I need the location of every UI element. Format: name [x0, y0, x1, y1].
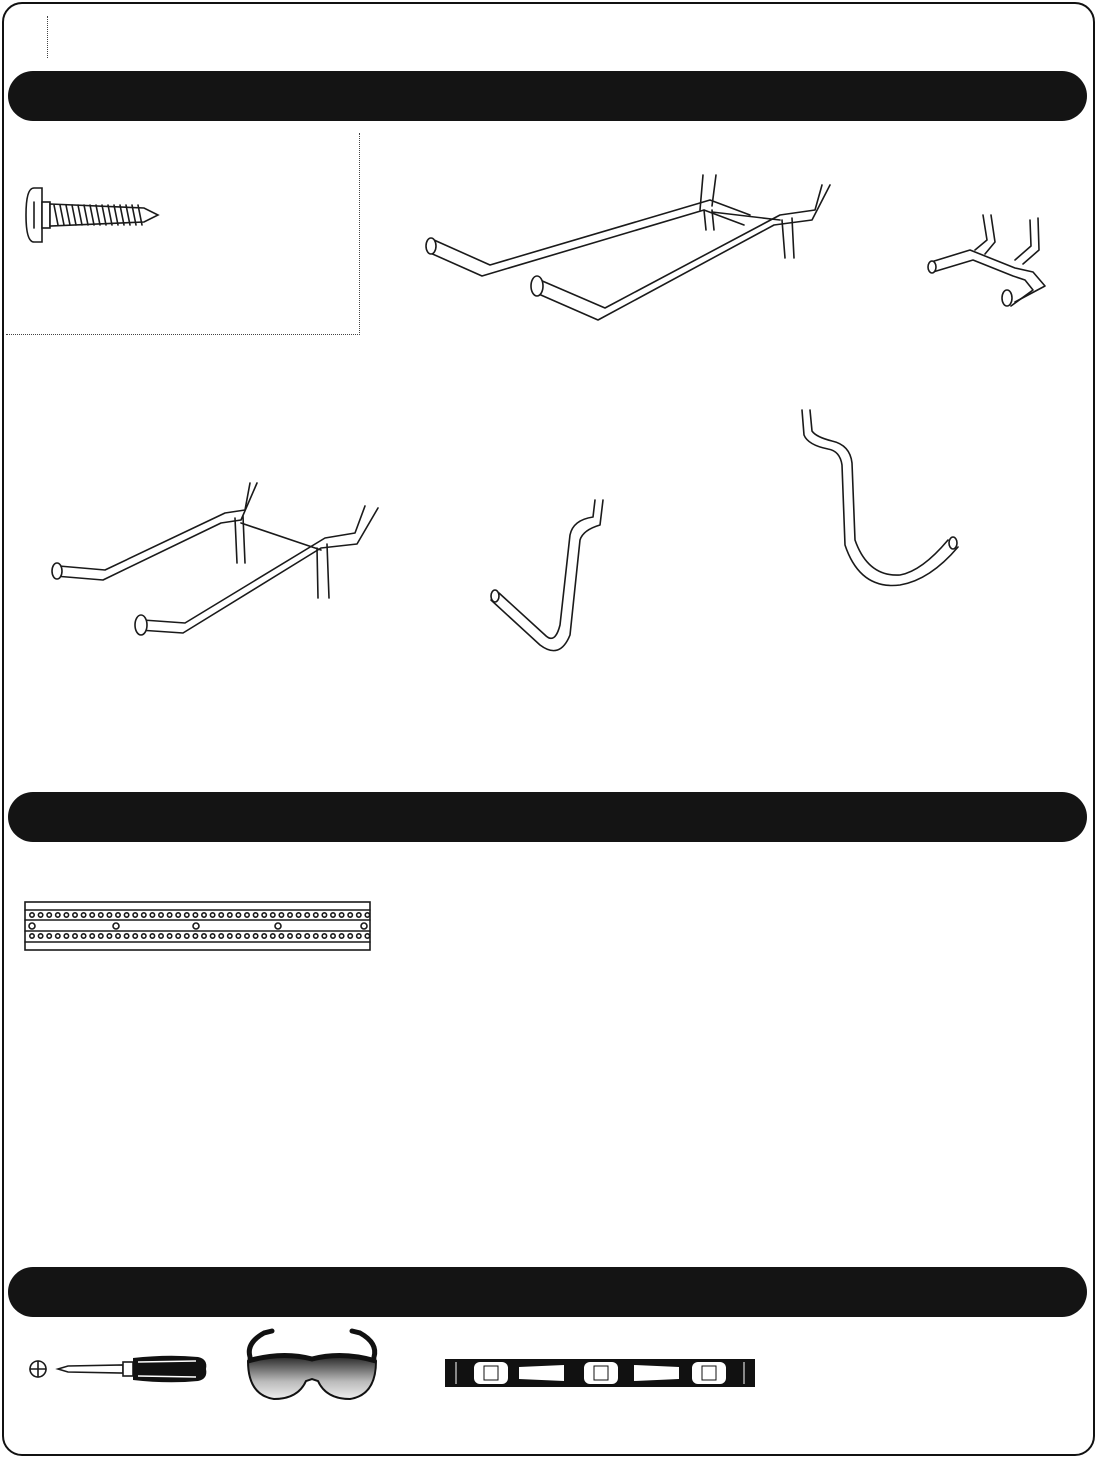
- rail-hole: [279, 913, 283, 917]
- rail-hole: [133, 934, 137, 938]
- rail-hole: [150, 913, 154, 917]
- rail-hole: [245, 913, 249, 917]
- rail-hole: [47, 934, 51, 938]
- rail-hole: [64, 913, 68, 917]
- rail-hole: [90, 913, 94, 917]
- screw-icon: [24, 180, 164, 250]
- rail-hole: [271, 934, 275, 938]
- rail-hole: [262, 934, 266, 938]
- rail-hole: [228, 913, 232, 917]
- rail-hole: [339, 913, 343, 917]
- rail-hole: [322, 934, 326, 938]
- rail-hole: [193, 913, 197, 917]
- double-prong-hook-icon: [420, 170, 840, 320]
- rail-hole: [185, 913, 189, 917]
- rail-hole: [81, 934, 85, 938]
- rail-hole: [38, 913, 42, 917]
- rail-hole: [279, 934, 283, 938]
- rail-hole: [339, 934, 343, 938]
- rail-hole: [348, 934, 352, 938]
- rail-hole: [202, 934, 206, 938]
- small-u-hook-icon: [925, 210, 1060, 310]
- rail-hole: [305, 934, 309, 938]
- rail-hole: [245, 934, 249, 938]
- rail-hole: [185, 934, 189, 938]
- section-header-rails: [8, 792, 1087, 842]
- rail-hole: [124, 934, 128, 938]
- rail-mount-hole: [113, 923, 119, 929]
- rail-hole: [202, 913, 206, 917]
- rail-hole: [133, 913, 137, 917]
- rail-hole: [236, 934, 240, 938]
- level-icon: [444, 1358, 756, 1388]
- rail-hole: [116, 913, 120, 917]
- rail-hole: [56, 913, 60, 917]
- rail-hole: [253, 913, 257, 917]
- rail-hole: [296, 913, 300, 917]
- rail-hole: [219, 934, 223, 938]
- rail-hole: [348, 913, 352, 917]
- rail-hole: [288, 913, 292, 917]
- phillips-screwdriver-icon: [28, 1352, 208, 1390]
- rail-hole: [296, 934, 300, 938]
- rail-hole: [167, 934, 171, 938]
- rail-hole: [167, 913, 171, 917]
- rail-hole: [288, 934, 292, 938]
- rail-hole: [314, 934, 318, 938]
- rail-hole: [107, 934, 111, 938]
- rail-mount-hole: [361, 923, 367, 929]
- rail-hole: [81, 913, 85, 917]
- rail-hole: [159, 934, 163, 938]
- j-hook-icon: [485, 495, 635, 660]
- rail-icon: [24, 900, 372, 952]
- rail-hole: [99, 913, 103, 917]
- large-u-hook-icon: [790, 405, 980, 595]
- rail-hole: [271, 913, 275, 917]
- rail-hole: [357, 913, 361, 917]
- rail-hole: [322, 913, 326, 917]
- rail-hole: [107, 913, 111, 917]
- rail-hole: [73, 934, 77, 938]
- margin-tick: [47, 16, 48, 58]
- rail-hole: [64, 934, 68, 938]
- rail-hole: [228, 934, 232, 938]
- rail-hole: [142, 934, 146, 938]
- rail-hole: [331, 934, 335, 938]
- section-header-hardware: [8, 71, 1087, 121]
- rail-hole: [210, 934, 214, 938]
- rail-hole: [176, 934, 180, 938]
- rail-hole: [176, 913, 180, 917]
- rail-hole: [219, 913, 223, 917]
- rail-hole: [253, 934, 257, 938]
- rail-hole: [305, 913, 309, 917]
- rail-hole: [193, 934, 197, 938]
- rail-hole: [73, 913, 77, 917]
- rail-hole: [142, 913, 146, 917]
- rail-hole: [30, 913, 34, 917]
- rail-hole: [116, 934, 120, 938]
- rail-mount-hole: [193, 923, 199, 929]
- rail-mount-hole: [275, 923, 281, 929]
- double-hook-bar-icon: [45, 478, 385, 638]
- rail-hole: [357, 934, 361, 938]
- rail-hole: [124, 913, 128, 917]
- rail-hole: [236, 913, 240, 917]
- rail-hole: [365, 913, 369, 917]
- rail-hole: [262, 913, 266, 917]
- rail-hole: [99, 934, 103, 938]
- rail-hole: [47, 913, 51, 917]
- rail-hole: [38, 934, 42, 938]
- safety-glasses-icon: [242, 1325, 382, 1405]
- rail-hole: [365, 934, 369, 938]
- rail-hole: [159, 913, 163, 917]
- rail-hole: [210, 913, 214, 917]
- rail-hole: [331, 913, 335, 917]
- rail-hole: [150, 934, 154, 938]
- rail-mount-hole: [29, 923, 35, 929]
- rail-hole: [314, 913, 318, 917]
- rail-hole: [90, 934, 94, 938]
- section-header-tools: [8, 1267, 1087, 1317]
- rail-hole: [56, 934, 60, 938]
- rail-hole: [30, 934, 34, 938]
